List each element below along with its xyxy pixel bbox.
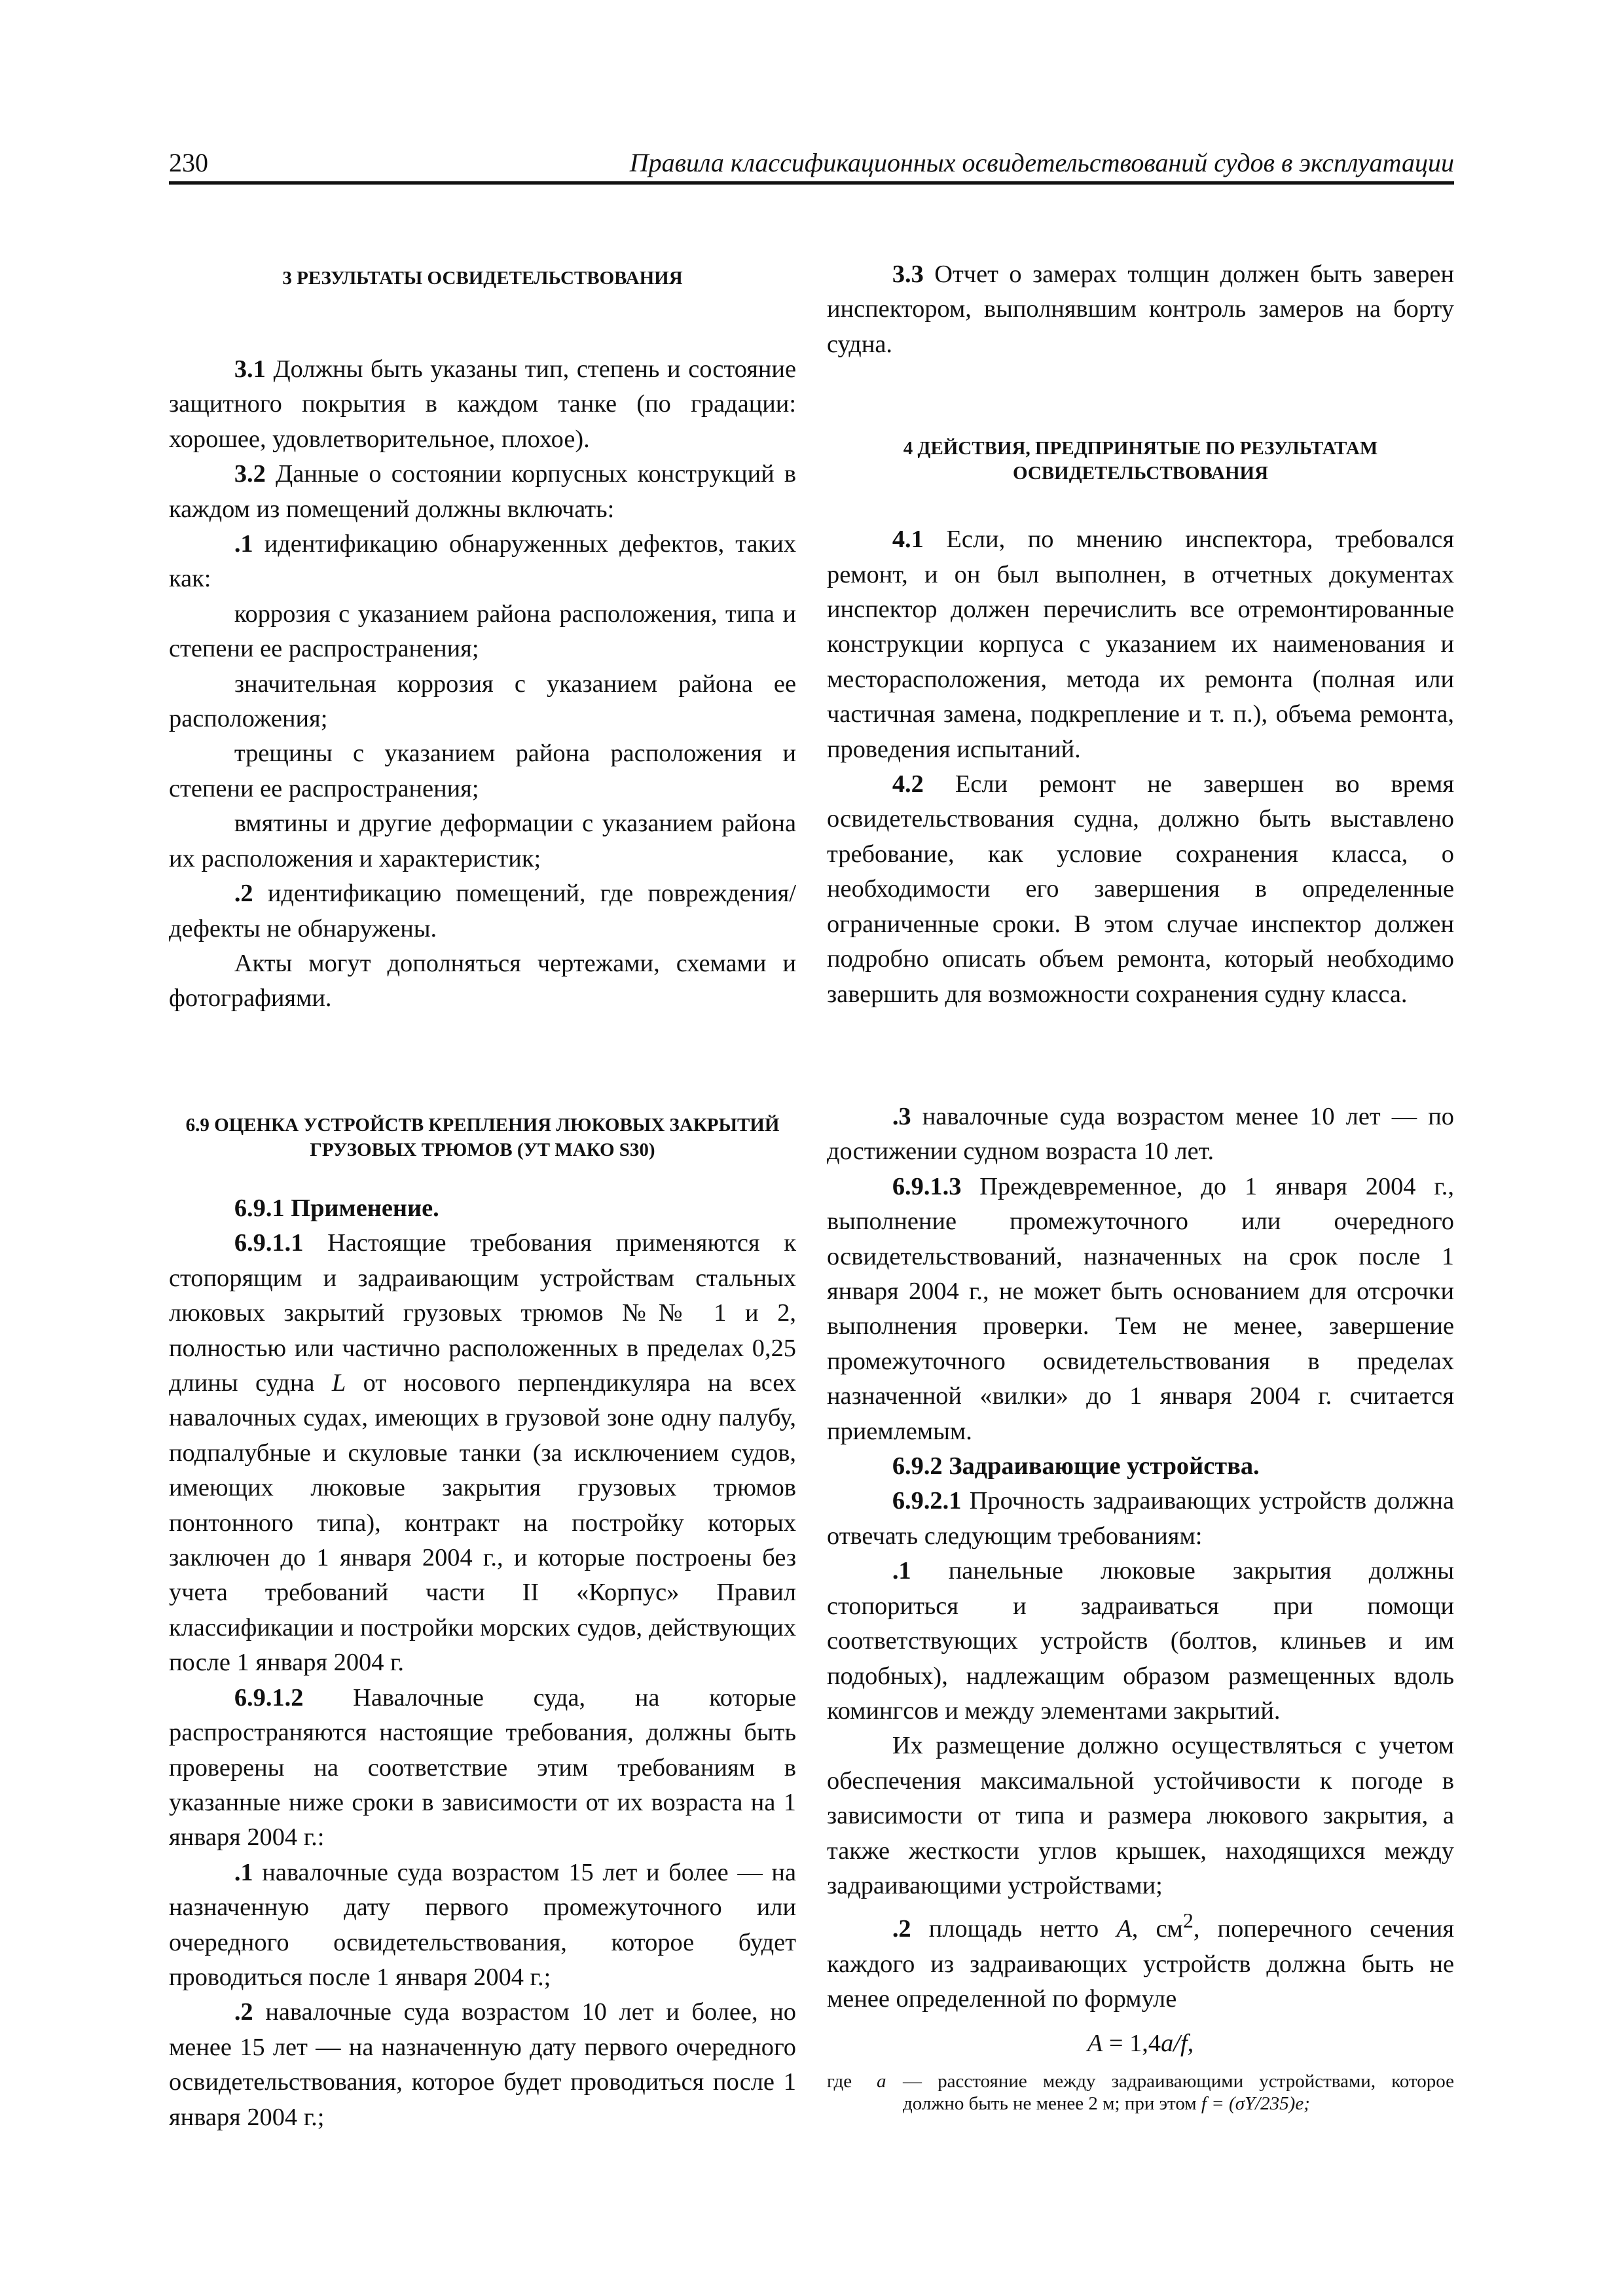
paragraph-3-2: 3.2 Данные о состоянии корпусных конструкций в каждом из помещений должны включать: [169,460,796,523]
paragraph-significant-corrosion: значительная коррозия с указанием района ее расположения; [169,670,796,733]
paragraph-corrosion: коррозия с указанием района расположения, типа и степени ее распространения; [169,600,796,663]
section-6-9-2-column [827,1100,1454,2115]
legend-variable: a [877,2071,886,2092]
section-3-column [169,266,796,1016]
running-title: Правила классификационных освидетельствований судов в эксплуатации [629,148,1454,177]
legend-text: — расстояние между задраивающими устройствами, которое должно быть не менее 2 м; при этом f = (σY/235)e; [903,2071,1454,2115]
subsection-6-9-2: 6.9.2 Задраивающие устройства. [892,1452,1260,1480]
section-6-9-title: 6.9 ОЦЕНКА УСТРОЙСТВ КРЕПЛЕНИЯ ЛЮКОВЫХ ЗАКРЫТИЙ ГРУЗОВЫХ ТРЮМОВ (УТ МАКО S30) [185,1115,780,1160]
paragraph-6-9-2-1-1: .1 панельные люковые закрытия должны стопориться и задраиваться при помощи соответствующих устройств (болтов, клиньев и им подобных), надлежащим образом размещенных вдоль комингсов и между элементами закрытий. [827,1557,1454,1725]
formula-legend [827,2070,1454,2115]
paragraph-dents: вмятины и другие деформации с указанием района их расположения и характеристик; [169,810,796,872]
formula-area: A = 1,4a/f, [1087,2030,1194,2058]
page-header [169,144,1454,185]
paragraph-3-2-2: .2 идентификацию помещений, где повреждения/дефекты не обнаружены. [169,880,796,942]
paragraph-6-9-2-1: 6.9.2.1 Прочность задраивающих устройств должна отвечать следующим требованиям: [827,1487,1454,1550]
paragraph-acts: Акты могут дополняться чертежами, схемами и фотографиями. [169,949,796,1013]
page-number: 230 [169,148,208,177]
paragraph-6-9-1-2-1: .1 навалочные суда возрастом 15 лет и более — на назначенную дату первого промежуточного или очередного освидетельствования, которое будет проводиться после 1 января 2004 г.; [169,1858,796,1991]
section-4-column [827,257,1454,1012]
section-6-9-column [169,1113,796,2135]
paragraph-6-9-1-1: 6.9.1.1 Настоящие требования применяются к стопорящим и задраивающим устройствам стальных люковых закрытий грузовых трюмов №№ 1 и 2, полностью или частично расположенных в пределах 0,25 длины судна L от носового перпендикуляра на всех навалочных судах, имеющих в грузовой зоне одну палубу, подпалубные и скуловые танки (за исключением судов, имеющих люковые закрытия грузовых трюмов понтонного типа), контракт на постройку которых заключен до 1 января 2004 г., и которые построены без учета требований части II «Корпус» Правил классификации и постройки морских судов, действующих после 1 января 2004 г. [169,1229,796,1677]
header-rule [169,181,1454,185]
paragraph-6-9-1-3: 6.9.1.3 Преждевременное, до 1 января 2004 г., выполнение промежуточного или очередного освидетельствований, назначенных на срок после 1 января 2004 г., не может быть основанием для отсрочки выполнения проверки. Тем не менее, завершение промежуточного освидетельствования в пределах назначенной «вилки» до 1 января 2004 г. считается приемлемым. [827,1172,1454,1445]
paragraph-3-3: 3.3 Отчет о замерах толщин должен быть заверен инспектором, выполнявшим контроль замеров на борту судна. [827,260,1454,358]
paragraph-6-9-2-1-2: .2 площадь нетто A, $см^2$, поперечного сечения каждого из задраивающих устройств должна быть не менее определенной по формуле [827,1909,1454,2013]
paragraph-placement: Их размещение должно осуществляться с учетом обеспечения максимальной устойчивости к погоде в зависимости от типа и размера люкового закрытия, а также жесткости углов крышек, находящихся между задраивающими устройствами; [827,1732,1454,1899]
legend-label: где [827,2071,852,2092]
paragraph-cracks: трещины с указанием района расположения и степени ее распространения; [169,740,796,802]
section-4-title: 4 ДЕЙСТВИЯ, ПРЕДПРИНЯТЫЕ ПО РЕЗУЛЬТАТАМ ОСВИДЕТЕЛЬСТВОВАНИЯ [903,438,1378,484]
subsection-6-9-1: 6.9.1 Применение. [234,1194,439,1222]
section-3-title: 3 РЕЗУЛЬТАТЫ ОСВИДЕТЕЛЬСТВОВАНИЯ [282,268,683,289]
paragraph-4-1: 4.1 Если, по мнению инспектора, требовался ремонт, и он был выполнен, в отчетных документах инспектор должен перечислить все отремонтированные конструкции корпуса с указанием их наименования и месторасположения, метода их ремонта (полная или частичная замена, подкрепление и т. п.), объема ремонта, проведения испытаний. [827,526,1454,763]
paragraph-6-9-1-2: 6.9.1.2 Навалочные суда, на которые распространяются настоящие требования, должны быть проверены на соответствие этим требованиям в указанные ниже сроки в зависимости от их возраста на 1 января 2004 г.: [169,1683,796,1852]
paragraph-3-1: 3.1 Должны быть указаны тип, степень и состояние защитного покрытия в каждом танке (по градации: хорошее, удовлетворительное, плохое). [169,355,796,453]
paragraph-3-2-1: .1 идентификацию обнаруженных дефектов, таких как: [169,530,796,593]
paragraph-6-9-1-2-2: .2 навалочные суда возрастом 10 лет и более, но менее 15 лет — на назначенную дату первого очередного освидетельствования, которое будет проводиться после 1 января 2004 г.; [169,1998,796,2131]
paragraph-4-2: 4.2 Если ремонт не завершен во время освидетельствования судна, должно быть выставлено требование, как условие сохранения класса, о необходимости его завершения в определенные ограниченные сроки. В этом случае инспектор должен подробно описать объем ремонта, который необходимо завершить для возможности сохранения судну класса. [827,770,1454,1008]
paragraph-6-9-1-2-3: .3 навалочные суда возрастом менее 10 лет — по достижении судном возраста 10 лет. [827,1103,1454,1166]
